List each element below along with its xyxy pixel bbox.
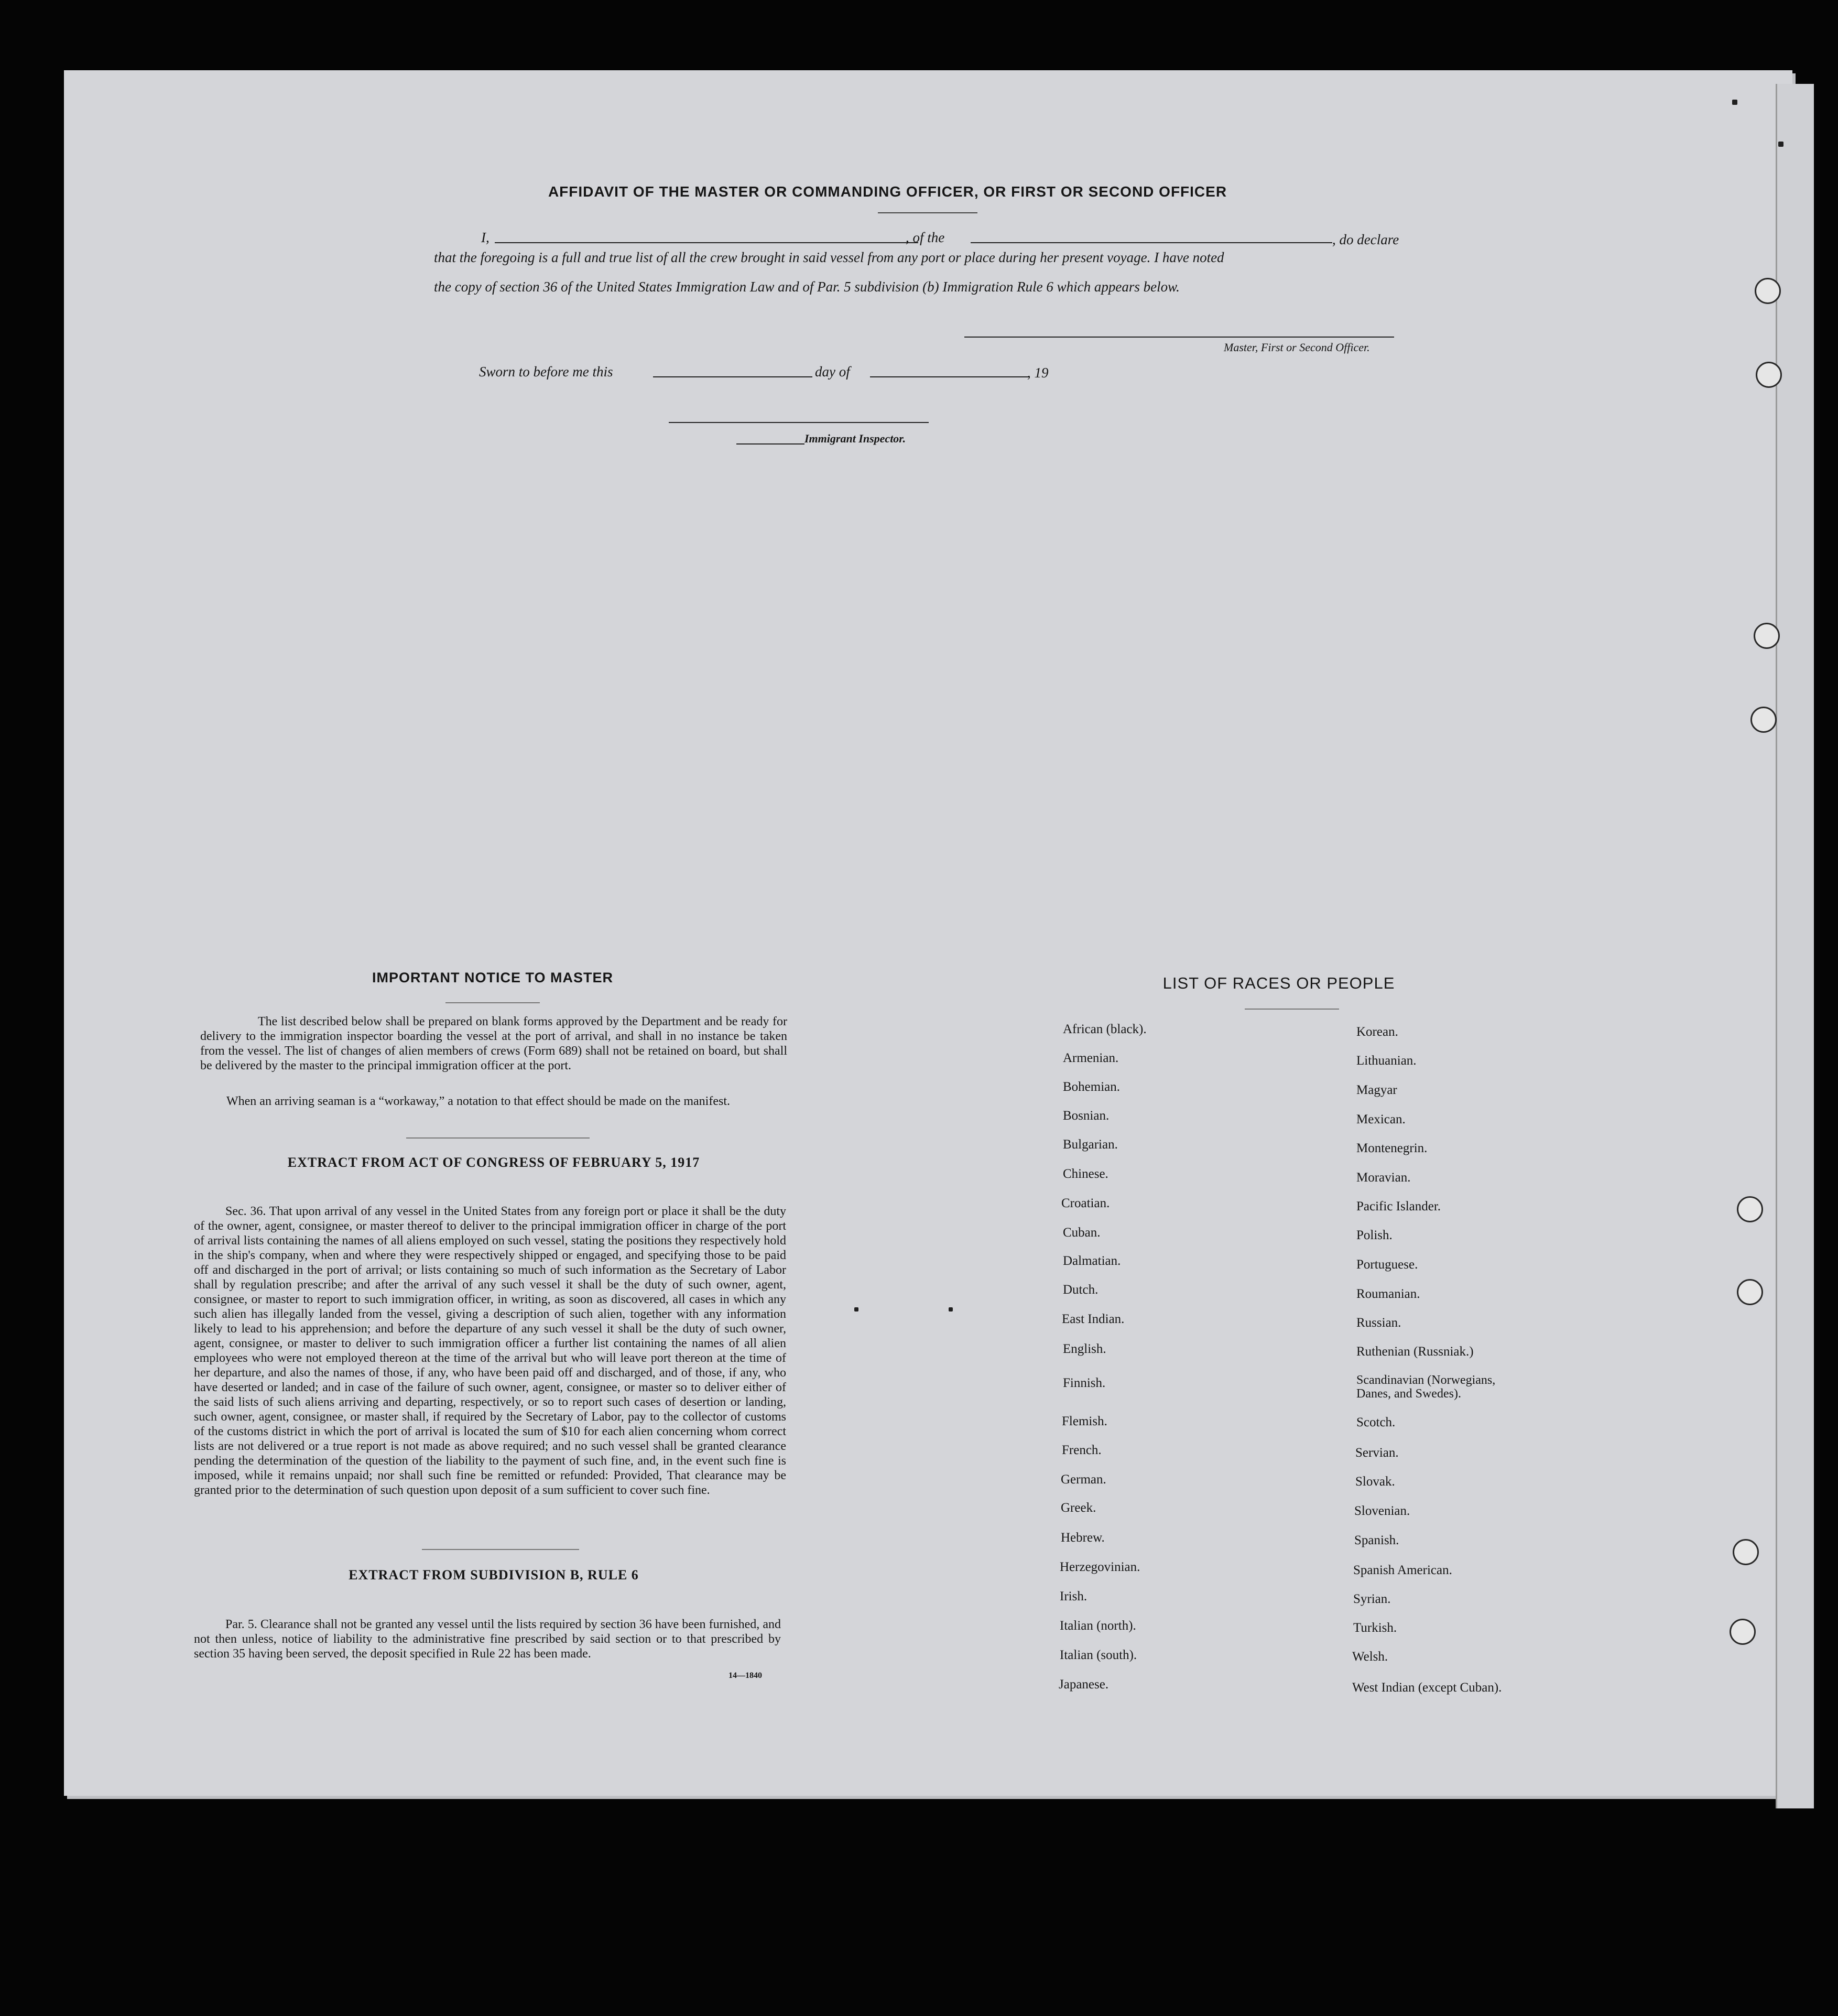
race-item: Greek. bbox=[1061, 1501, 1096, 1515]
notice-divider bbox=[406, 1137, 590, 1139]
signature-label: Master, First or Second Officer. bbox=[1224, 341, 1370, 354]
race-item: Syrian. bbox=[1353, 1592, 1391, 1606]
race-item: Ruthenian (Russniak.) bbox=[1356, 1345, 1474, 1359]
race-item: Magyar bbox=[1356, 1083, 1397, 1097]
bleed-mark-icon bbox=[854, 1307, 858, 1312]
race-item: French. bbox=[1062, 1443, 1102, 1457]
bleed-mark-icon bbox=[949, 1307, 953, 1312]
affidavit-line2: that the foregoing is a full and true list of all the crew brought in said vessel from any port or place during her present voyage. I have noted bbox=[434, 250, 1224, 265]
race-item: Scandinavian (Norwegians, Danes, and Swedes). bbox=[1356, 1373, 1496, 1401]
race-item: English. bbox=[1063, 1342, 1106, 1356]
race-item: Irish. bbox=[1060, 1589, 1087, 1603]
extract-divider bbox=[422, 1549, 579, 1550]
vessel-blank[interactable] bbox=[971, 242, 1332, 243]
race-item: Chinese. bbox=[1063, 1167, 1108, 1181]
punch-hole-icon bbox=[1730, 1619, 1756, 1645]
race-item: Polish. bbox=[1356, 1228, 1393, 1242]
race-item: Moravian. bbox=[1356, 1170, 1411, 1185]
race-item: Armenian. bbox=[1063, 1051, 1119, 1065]
race-item: Bulgarian. bbox=[1063, 1137, 1118, 1152]
year-prefix: , 19 bbox=[1027, 365, 1049, 381]
punch-hole-icon bbox=[1754, 623, 1780, 649]
extract-rule-text: Par. 5. Clearance shall not be granted any vessel until the lists required by section 36 have been furnished, and not then unless, notice of liability to the administrative fine prescribed by said section or to that prescribed by section 35 having been served, the deposit specified in Rule 22 has been made. bbox=[194, 1618, 781, 1661]
race-item: Dalmatian. bbox=[1063, 1254, 1121, 1268]
race-item: German. bbox=[1061, 1472, 1106, 1487]
race-item: Hebrew. bbox=[1061, 1531, 1105, 1545]
race-item: African (black). bbox=[1063, 1022, 1147, 1036]
races-rule bbox=[1245, 1009, 1339, 1010]
race-item: Korean. bbox=[1356, 1025, 1398, 1039]
race-item: Flemish. bbox=[1062, 1414, 1107, 1428]
race-item: Mexican. bbox=[1356, 1112, 1406, 1126]
day-of-text: day of bbox=[815, 364, 850, 380]
form-number: 14—1840 bbox=[728, 1671, 762, 1680]
page-edge bbox=[1776, 84, 1814, 1808]
race-item: Welsh. bbox=[1352, 1650, 1388, 1664]
extract-rule-title: EXTRACT FROM SUBDIVISION B, RULE 6 bbox=[349, 1567, 639, 1583]
race-item: East Indian. bbox=[1062, 1312, 1125, 1326]
race-item: Cuban. bbox=[1063, 1226, 1101, 1240]
race-item: Turkish. bbox=[1353, 1621, 1397, 1635]
punch-hole-icon bbox=[1733, 1539, 1759, 1565]
race-item: Italian (south). bbox=[1060, 1648, 1137, 1662]
race-item: Japanese. bbox=[1059, 1677, 1109, 1692]
title-rule bbox=[878, 212, 977, 213]
form-page bbox=[64, 70, 1792, 1796]
affidavit-declare: , do declare bbox=[1332, 232, 1399, 247]
notice-rule bbox=[445, 1002, 540, 1003]
race-item: Spanish American. bbox=[1353, 1563, 1452, 1577]
race-item: Roumanian. bbox=[1356, 1287, 1420, 1301]
affidavit-i: I, bbox=[481, 230, 490, 245]
race-item: Dutch. bbox=[1063, 1283, 1099, 1297]
race-item: Bohemian. bbox=[1063, 1080, 1121, 1094]
race-item: Pacific Islander. bbox=[1356, 1199, 1441, 1213]
sworn-text: Sworn to before me this bbox=[479, 364, 613, 380]
race-item: Italian (north). bbox=[1060, 1619, 1136, 1633]
month-blank[interactable] bbox=[870, 376, 1030, 377]
punch-hole-icon bbox=[1756, 362, 1782, 388]
day-blank[interactable] bbox=[653, 376, 812, 377]
inspector-dash bbox=[736, 443, 804, 445]
name-blank[interactable] bbox=[495, 242, 918, 243]
race-item: Montenegrin. bbox=[1356, 1141, 1428, 1155]
races-title: LIST OF RACES OR PEOPLE bbox=[1162, 974, 1395, 992]
notice-title: IMPORTANT NOTICE TO MASTER bbox=[372, 970, 613, 985]
affidavit-of-the: , of the bbox=[906, 230, 945, 245]
race-item: Finnish. bbox=[1063, 1376, 1106, 1390]
race-item: Portuguese. bbox=[1356, 1258, 1418, 1272]
race-item: Slovak. bbox=[1355, 1475, 1395, 1489]
inspector-line[interactable] bbox=[669, 422, 929, 423]
race-item: Lithuanian. bbox=[1356, 1054, 1417, 1068]
punch-hole-icon bbox=[1750, 707, 1777, 733]
race-item: Croatian. bbox=[1061, 1196, 1110, 1210]
inspector-label: Immigrant Inspector. bbox=[804, 432, 906, 445]
punch-hole-icon bbox=[1737, 1279, 1763, 1305]
race-item: Russian. bbox=[1356, 1316, 1401, 1330]
race-item: Bosnian. bbox=[1063, 1109, 1110, 1123]
race-item: Slovenian. bbox=[1354, 1504, 1410, 1518]
race-item: Servian. bbox=[1355, 1446, 1399, 1460]
punch-hole-icon bbox=[1755, 278, 1781, 304]
extract-act-title: EXTRACT FROM ACT OF CONGRESS OF FEBRUARY 5, 1917 bbox=[287, 1155, 700, 1170]
race-item: Herzegovinian. bbox=[1060, 1560, 1140, 1574]
signature-line[interactable] bbox=[964, 337, 1394, 338]
affidavit-line3: the copy of section 36 of the United States Immigration Law and of Par. 5 subdivision (b) Immigration Rule 6 which appears below. bbox=[434, 279, 1180, 295]
corner-mark-icon bbox=[1778, 142, 1783, 147]
race-item: Spanish. bbox=[1354, 1533, 1399, 1547]
extract-act-text: Sec. 36. That upon arrival of any vessel in the United States from any foreign port or place it shall be the duty of the owner, agent, consignee, or master thereof to deliver to the principal immigration officer in charge of the port of arrival lists containing the names of all aliens employed on such vessel, stating the positions they respectively hold in the ship's company, when and where they were respectively shipped or engaged, and specifying those to be paid off and discharged in the port of arrival; or lists containing so much of such information as the Secretary of Labor shall by regulation prescribe; and after the arrival of any such vessel it shall be the duty of such owner, agent, consignee, or master to report to such immigration officer, in writing, as soon as discovered, all cases in which any such alien has illegally landed from the vessel, giving a description of such alien, together with any information likely to lead to his apprehension; and before the departure of any such vessel it shall be the duty of such owner, agent, consignee, or master to deliver to such immigration officer a further list containing the names of all alien employees who were not employed thereon at the time of the arrival but who will leave port thereon at the time of her departure, and also the names of those, if any, who have been paid off and discharged, and of those, if any, who have deserted or landed; and in case of the failure of such owner, agent, consignee, or master so to deliver either of the said lists of such aliens arriving and departing, respectively, or so to report such cases of desertion or landing, such owner, agent, consignee, or master shall, if required by the Secretary of Labor, pay to the collector of customs of the customs district in which the port of arrival is located the sum of $10 for each alien concerning whom correct lists are not delivered or a true report is not made as above required; and no such vessel shall be granted clearance pending the determination of the question of the liability to the payment of such fine, and, in the event such fine is imposed, while it remains unpaid; nor shall such fine be remitted or refunded: Provided, That clearance may be granted prior to the determination of such question upon deposit of a sum sufficient to cover such fine. bbox=[194, 1205, 786, 1497]
notice-para-1: The list described below shall be prepared on blank forms approved by the Department and be ready for delivery to the immigration inspector boarding the vessel at the port of arrival, and shall in no instance be taken from the vessel. The list of changes of alien members of crews (Form 689) shall not be retained on board, but shall be delivered by the master to the principal immigration officer at the port. bbox=[200, 1015, 787, 1072]
notice-para-2: When an arriving seaman is a “workaway,” a notation to that effect should be made on the manifest. bbox=[226, 1094, 730, 1108]
race-item: Scotch. bbox=[1356, 1415, 1396, 1429]
affidavit-title: AFFIDAVIT OF THE MASTER OR COMMANDING OFFICER, OR FIRST OR SECOND OFFICER bbox=[548, 183, 1227, 200]
race-item: West Indian (except Cuban). bbox=[1352, 1681, 1502, 1695]
punch-hole-icon bbox=[1737, 1196, 1763, 1222]
corner-mark-icon bbox=[1732, 100, 1737, 105]
